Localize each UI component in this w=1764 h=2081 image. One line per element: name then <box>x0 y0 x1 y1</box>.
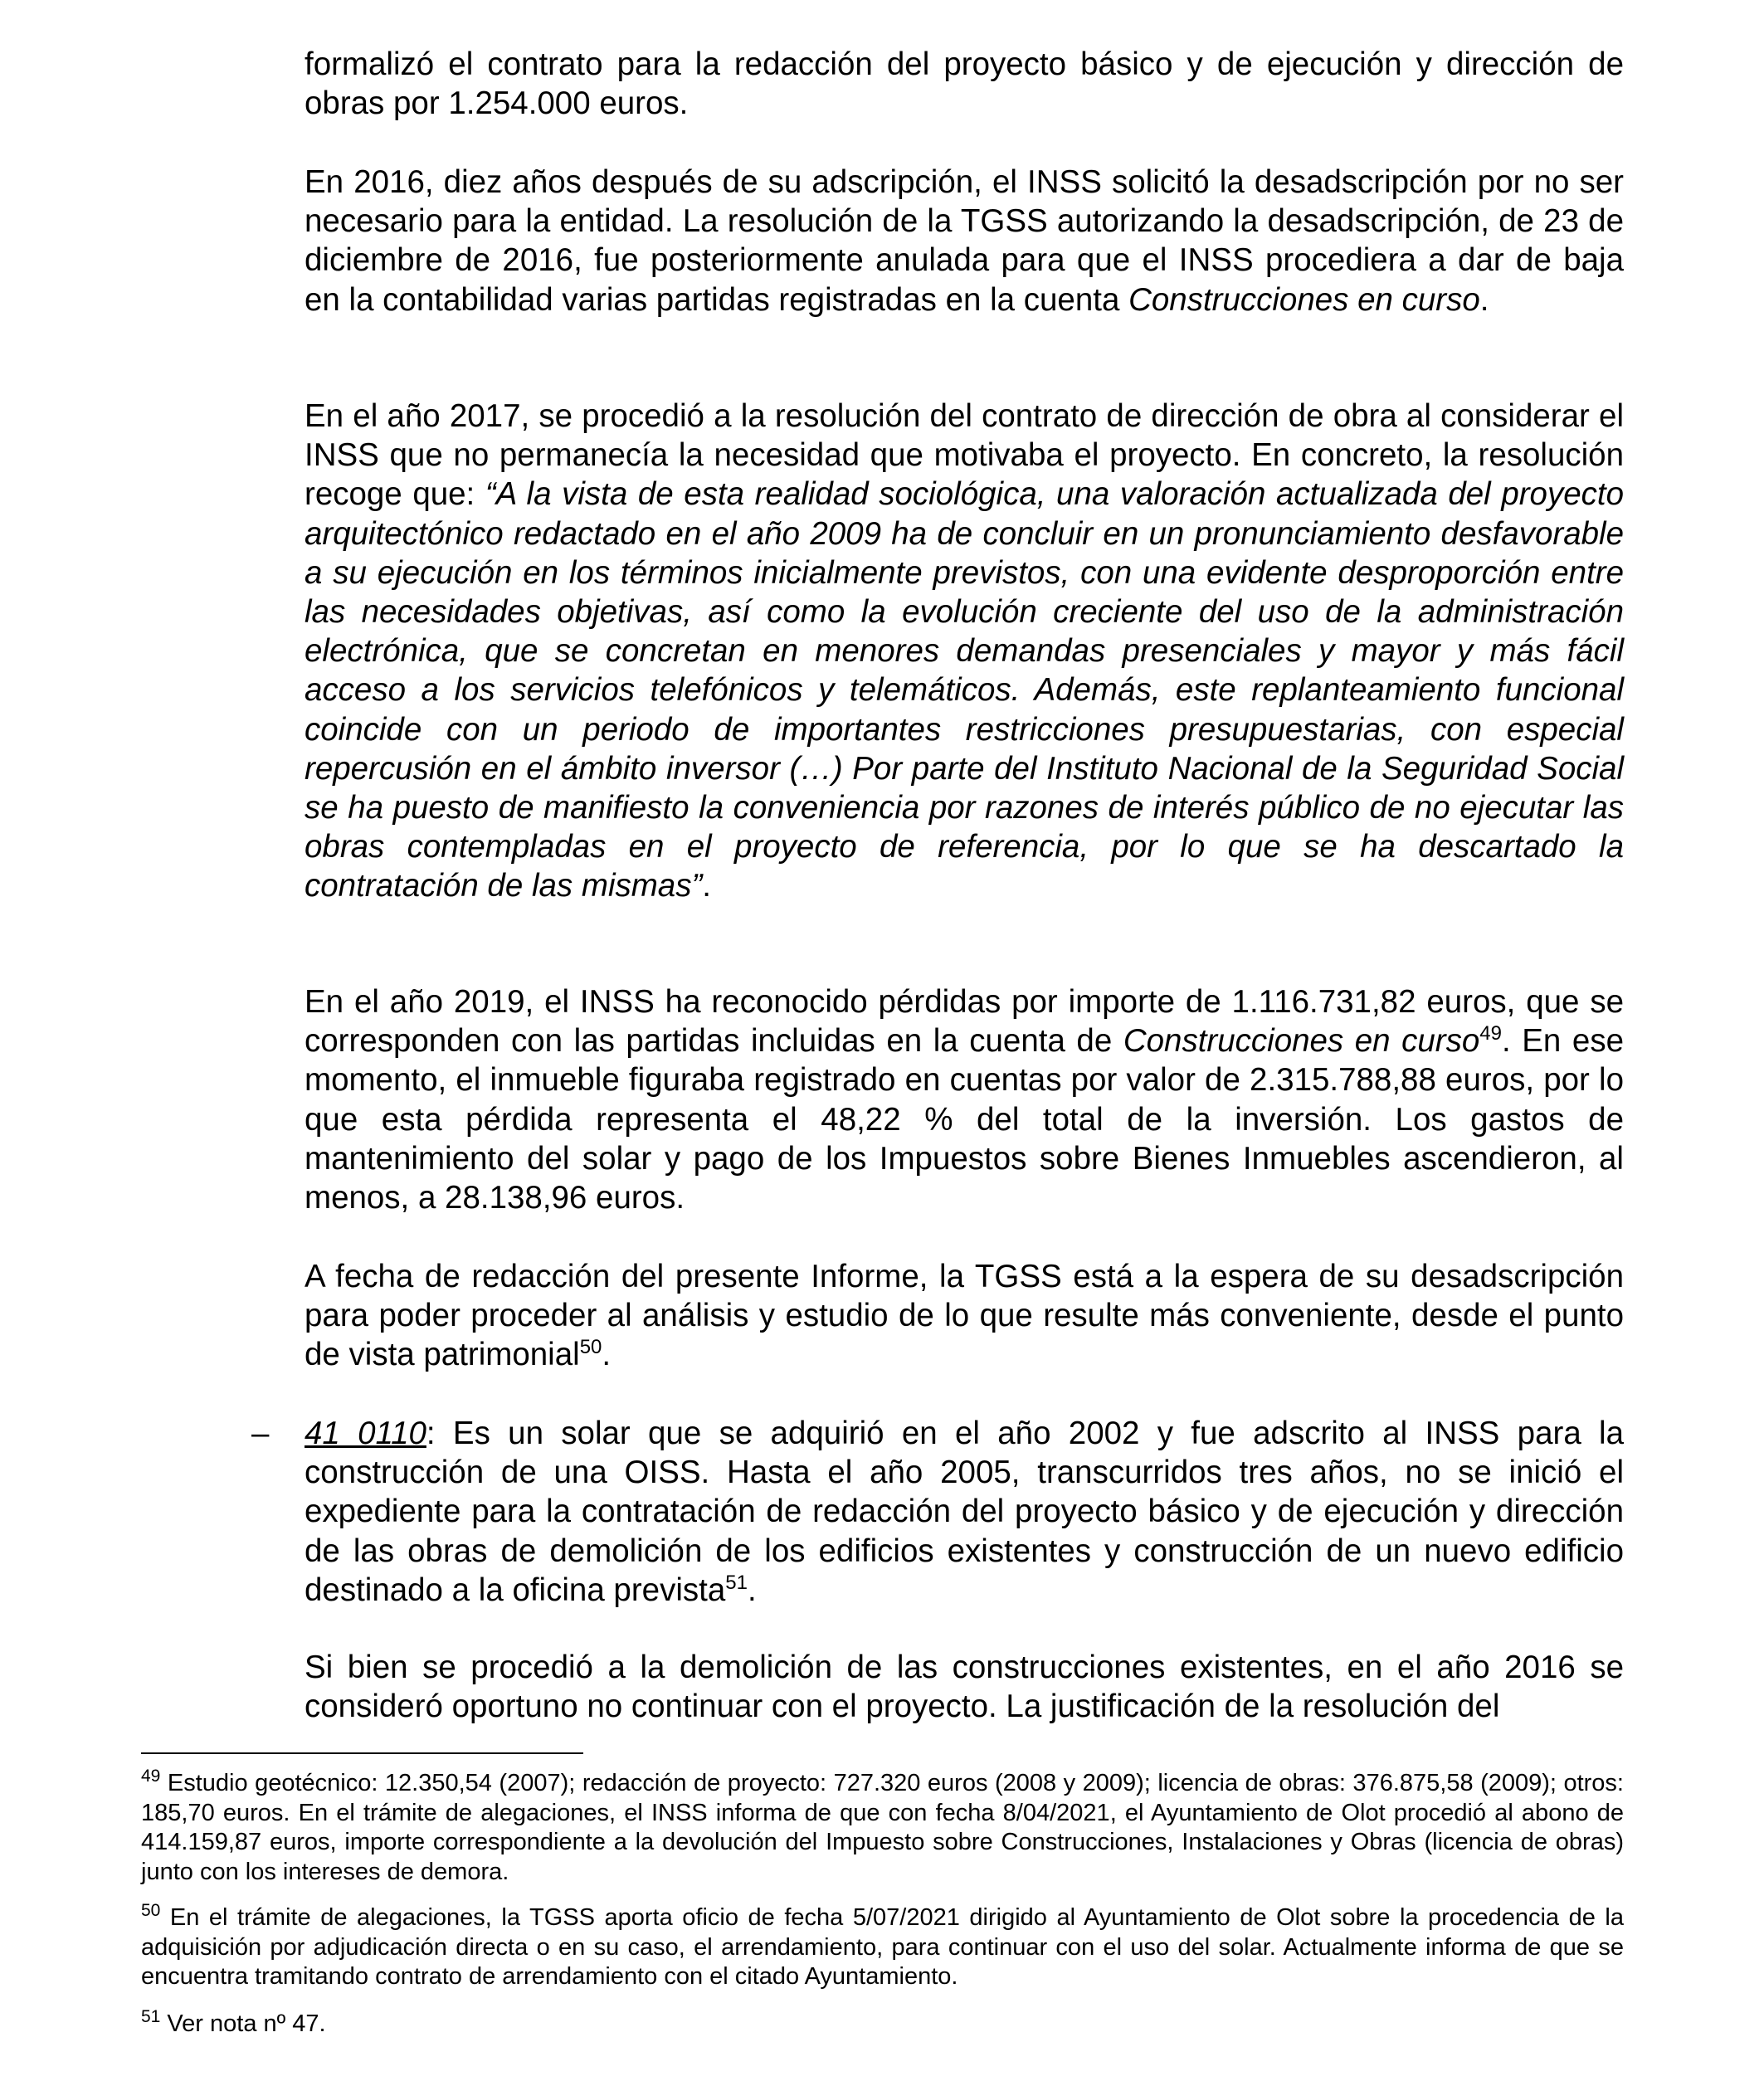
paragraph-text: En el año 2017, se procedió a la resolución del contrato de dirección de obra al considerar el INSS que no permanecía la necesidad que motivaba el proyecto. En concreto, la resolución recoge que: <box>305 398 1624 513</box>
paragraph-resolution-2017 <box>305 397 1624 906</box>
footnote-51 <box>141 2007 1624 2040</box>
paragraph-text: . <box>1479 281 1489 318</box>
resolution-quote: “A la vista de esta realidad sociológica, una valoración actualizada del proyecto arquitectónico redactado en el año 2009 ha de concluir en un pronunciamiento desfavorable a su ejecución en los términos inicialmente previstos, con una evidente desproporción entre las necesidades objetivas, así como la evolución creciente del uso de la administración electrónica, que se concretan en menores demandas presenciales y mayor y más fácil acceso a los servicios telefónicos y telemáticos. Además, este replanteamiento funcional coincide con un periodo de importantes restricciones presupuestarias, con especial repercusión en el ámbito inversor (…) Por parte del Instituto Nacional de la Seguridad Social se ha puesto de manifiesto la conveniencia por razones de interés público de no ejecutar las obras contempladas en el proyecto de referencia, por lo que se ha descartado la contratación de las mismas” <box>305 476 1624 904</box>
list-item-410110 <box>305 1414 1624 1610</box>
paragraph-text: A fecha de redacción del presente Informe, la TGSS está a la espera de su desadscripción para poder proceder al análisis y estudio de lo que resulte más conveniente, desde el punto de vista patrimonial <box>305 1259 1624 1373</box>
paragraph-desadscription-2016 <box>305 163 1624 319</box>
footnote-ref-50[interactable]: 50 <box>579 1336 602 1359</box>
italic-account-name: Construcciones en curso <box>1128 281 1480 318</box>
footnote-number: 49 <box>141 1767 161 1786</box>
paragraph-demolition <box>305 1648 1624 1726</box>
paragraph-text: : Es un solar que se adquirió en el año 2002 y fue adscrito al INSS para la construcción de una OISS. Hasta el año 2005, transcurridos tres años, no se inició el expediente para la contratación de redacción del proyecto básico y de ejecución y dirección de las obras de demolición de los edificios existentes y construcción de un nuevo edificio destinado a la oficina prevista <box>305 1416 1624 1608</box>
footnote-ref-51[interactable]: 51 <box>725 1571 748 1594</box>
footnote-50 <box>141 1903 1624 1992</box>
paragraph-text: . <box>747 1572 757 1608</box>
paragraph-text: formalizó el contrato para la redacción del proyecto básico y de ejecución y dirección de obras por 1.254.000 euros. <box>305 46 1624 122</box>
footnote-number: 50 <box>141 1901 161 1920</box>
footnote-text: Ver nota nº 47. <box>160 2010 326 2037</box>
paragraph-text: En 2016, diez años después de su adscripción, el INSS solicitó la desadscripción por no ser necesario para la entidad. La resolución de la TGSS autorizando la desadscripción, de 23 de diciembre de 2016, fue posteriormente anulada para que el INSS procediera a dar de baja en la contabilidad varias partidas registradas en la cuenta <box>305 164 1624 318</box>
footnote-number: 51 <box>141 2007 161 2026</box>
paragraph-text: En el año 2019, el INSS ha reconocido pérdidas por importe de 1.116.731,82 euros, que se corresponden con las partidas incluidas en la cuenta de <box>305 984 1624 1060</box>
paragraph-text: . <box>602 1337 612 1373</box>
footnote-text: Estudio geotécnico: 12.350,54 (2007); redacción de proyecto: 727.320 euros (2008 y 2009); licencia de obras: 376.875,58 (2009); otros: 185,70 euros. En el trámite de alegaciones, el INSS informa de que con fecha 8/04/2021, el Ayuntamiento de Olot procedió al abono de 414.159,87 euros, importe correspondiente a la devolución del Impuesto sobre Construcciones, Instalaciones y Obras (licencia de obras) junto con los intereses de demora. <box>141 1770 1624 1885</box>
paragraph-text: Si bien se procedió a la demolición de las construcciones existentes, en el año 2016 se consideró oportuno no continuar con el proyecto. La justificación de la resolución del <box>305 1650 1624 1725</box>
property-code: 41 0110 <box>305 1416 426 1451</box>
bullet-dash: – <box>251 1416 270 1451</box>
paragraph-tgss-waiting <box>305 1257 1624 1375</box>
footnote-ref-49[interactable]: 49 <box>1479 1022 1502 1045</box>
footnote-separator <box>141 1752 583 1754</box>
paragraph-contract <box>305 45 1624 123</box>
paragraph-text: . <box>702 868 711 904</box>
footnote-text: En el trámite de alegaciones, la TGSS aporta oficio de fecha 5/07/2021 dirigido al Ayuntamiento de Olot sobre la procedencia de la adquisición por adjudicación directa o en su caso, el arrendamiento, para continuar con el uso del solar. Actualmente informa de que se encuentra tramitando contrato de arrendamiento con el citado Ayuntamiento. <box>141 1904 1624 1991</box>
footnote-49 <box>141 1769 1624 1887</box>
paragraph-text: . En ese momento, el inmueble figuraba registrado en cuentas por valor de 2.315.788,88 euros, por lo que esta pérdida representa el 48,22 % del total de la inversión. Los gastos de mantenimiento del solar y pago de los Impuestos sobre Bienes Inmuebles ascendieron, al menos, a 28.138,96 euros. <box>305 1023 1624 1216</box>
italic-account-name: Construcciones en curso <box>1123 1023 1480 1060</box>
paragraph-losses-2019 <box>305 982 1624 1217</box>
